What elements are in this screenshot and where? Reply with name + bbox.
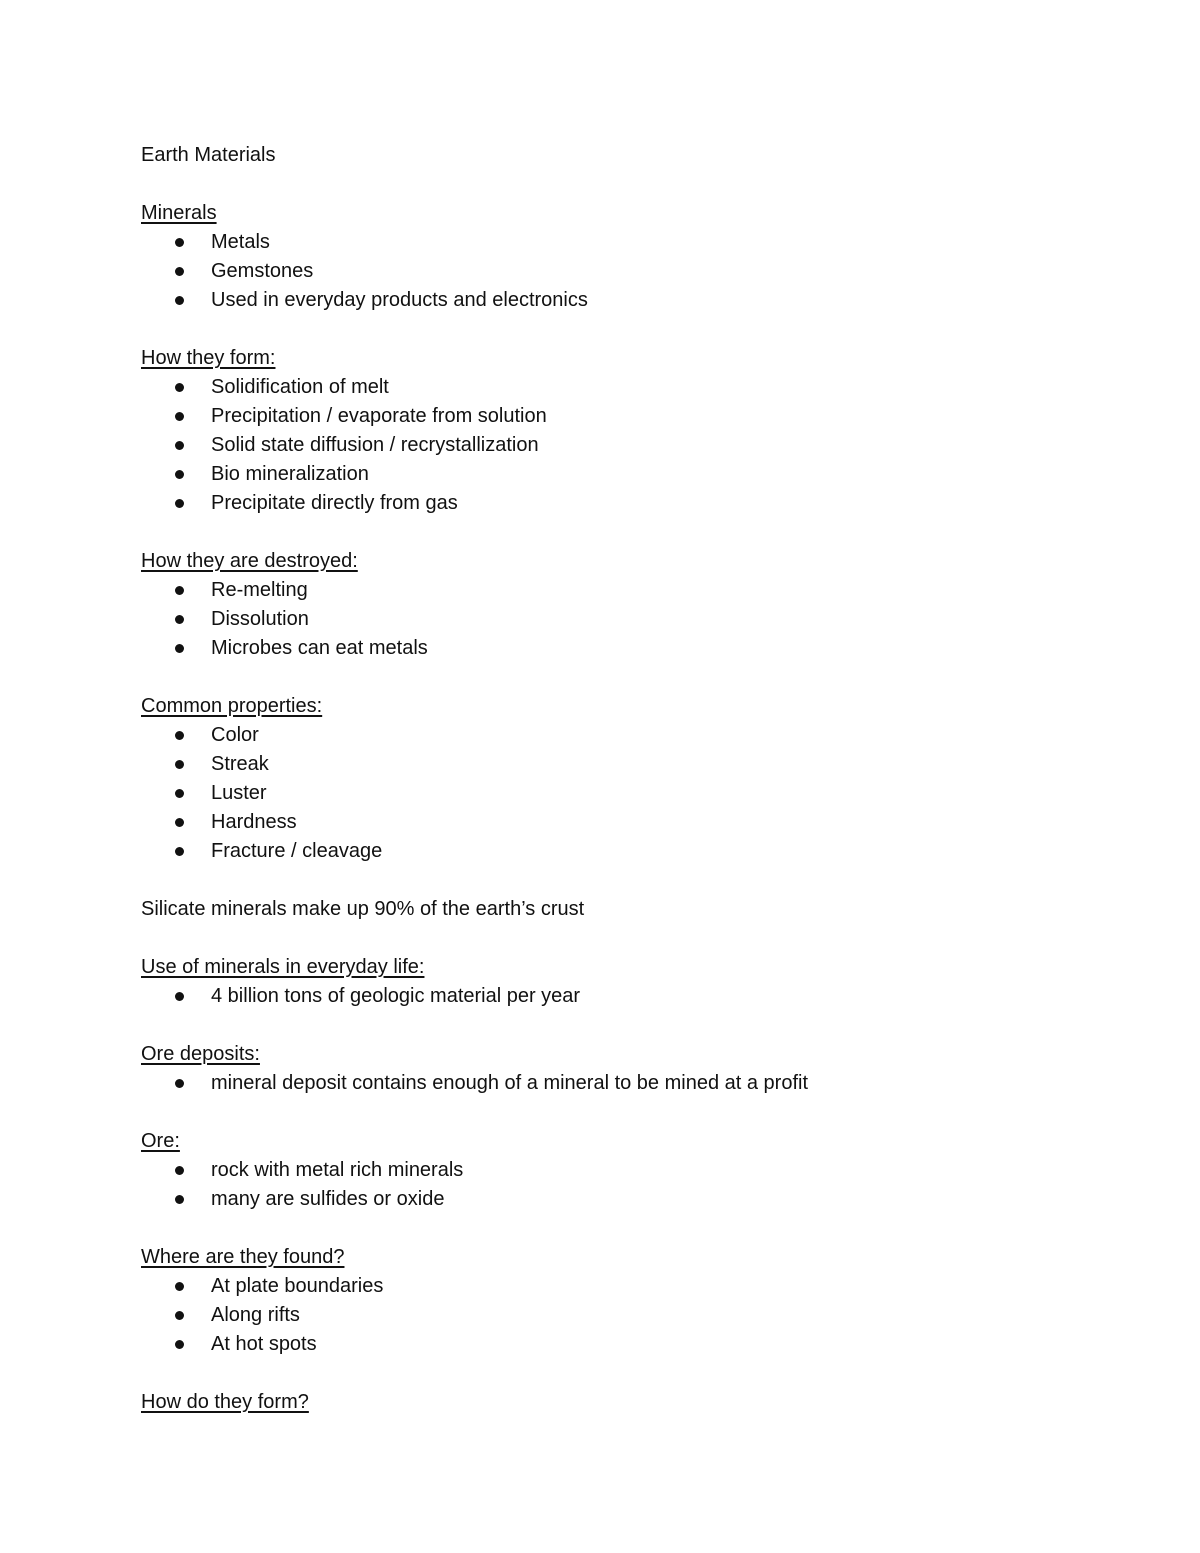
- section-heading: How they form:: [141, 347, 276, 369]
- list-item: [141, 1272, 1081, 1301]
- list-item: [141, 1185, 1081, 1214]
- list-item: [141, 1301, 1081, 1330]
- list-item: [141, 431, 1081, 460]
- bullet-icon: [175, 644, 184, 653]
- section-heading: Use of minerals in everyday life:: [141, 956, 425, 978]
- list-item-text: mineral deposit contains enough of a mineral to be mined at a profit: [211, 1072, 809, 1094]
- bullet-list: [141, 228, 1081, 315]
- list-item-text: Solidification of melt: [211, 376, 389, 398]
- section-heading: Common properties:: [141, 695, 323, 717]
- list-item: [141, 489, 1081, 518]
- section-heading: How they are destroyed:: [141, 550, 358, 572]
- list-item: [141, 634, 1081, 663]
- bullet-icon: [175, 412, 184, 421]
- section: [141, 344, 1081, 518]
- bullet-icon: [175, 1282, 184, 1291]
- bullet-icon: [175, 441, 184, 450]
- list-item-text: Streak: [211, 753, 269, 775]
- bullet-icon: [175, 1166, 184, 1175]
- list-item-text: Used in everyday products and electronics: [211, 289, 588, 311]
- bullet-icon: [175, 760, 184, 769]
- section: [141, 1127, 1081, 1214]
- list-item-text: Dissolution: [211, 608, 309, 630]
- bullet-icon: [175, 847, 184, 856]
- section-heading: Minerals: [141, 202, 217, 224]
- list-item: [141, 286, 1081, 315]
- list-item-text: rock with metal rich minerals: [211, 1159, 464, 1181]
- list-item: [141, 779, 1081, 808]
- bullet-icon: [175, 470, 184, 479]
- list-item: [141, 837, 1081, 866]
- document-body: [141, 199, 1081, 1417]
- list-item-text: Along rifts: [211, 1304, 300, 1326]
- section-heading: Ore:: [141, 1130, 180, 1152]
- list-item-text: Bio mineralization: [211, 463, 369, 485]
- bullet-icon: [175, 615, 184, 624]
- section: [141, 547, 1081, 663]
- bullet-icon: [175, 1195, 184, 1204]
- section-heading: Ore deposits:: [141, 1043, 260, 1065]
- bullet-icon: [175, 296, 184, 305]
- bullet-list: [141, 982, 1081, 1011]
- bullet-list: [141, 1069, 1081, 1098]
- list-item-text: Color: [211, 724, 259, 746]
- list-item-text: Luster: [211, 782, 267, 804]
- list-item: [141, 576, 1081, 605]
- list-item-text: Re-melting: [211, 579, 308, 601]
- list-item-text: At plate boundaries: [211, 1275, 384, 1297]
- list-item-text: Precipitation / evaporate from solution: [211, 405, 547, 427]
- section-heading: Where are they found?: [141, 1246, 345, 1268]
- list-item: [141, 1330, 1081, 1359]
- list-item-text: Solid state diffusion / recrystallization: [211, 434, 539, 456]
- body-paragraph: Silicate minerals make up 90% of the earth’s crust: [141, 898, 585, 920]
- bullet-icon: [175, 267, 184, 276]
- list-item-text: Fracture / cleavage: [211, 840, 383, 862]
- section: [141, 1040, 1081, 1098]
- bullet-icon: [175, 238, 184, 247]
- list-item: [141, 402, 1081, 431]
- list-item: [141, 257, 1081, 286]
- section: [141, 199, 1081, 315]
- list-item: [141, 1069, 1081, 1098]
- section: [141, 692, 1081, 866]
- list-item: [141, 1156, 1081, 1185]
- section: [141, 1243, 1081, 1359]
- bullet-icon: [175, 1340, 184, 1349]
- bullet-list: [141, 576, 1081, 663]
- list-item: [141, 721, 1081, 750]
- list-item: [141, 373, 1081, 402]
- list-item-text: Metals: [211, 231, 270, 253]
- list-item-text: many are sulfides or oxide: [211, 1188, 445, 1210]
- bullet-icon: [175, 1311, 184, 1320]
- bullet-list: [141, 1156, 1081, 1214]
- bullet-icon: [175, 586, 184, 595]
- list-item-text: Precipitate directly from gas: [211, 492, 458, 514]
- bullet-list: [141, 373, 1081, 518]
- bullet-icon: [175, 731, 184, 740]
- bullet-icon: [175, 383, 184, 392]
- section: [141, 953, 1081, 1011]
- document-title: Earth Materials: [141, 144, 276, 166]
- list-item-text: Microbes can eat metals: [211, 637, 428, 659]
- section: [141, 1388, 1081, 1417]
- bullet-icon: [175, 818, 184, 827]
- list-item: [141, 228, 1081, 257]
- list-item: [141, 460, 1081, 489]
- list-item-text: 4 billion tons of geologic material per year: [211, 985, 581, 1007]
- list-item: [141, 982, 1081, 1011]
- list-item-text: Gemstones: [211, 260, 314, 282]
- section-heading: How do they form?: [141, 1391, 309, 1413]
- list-item: [141, 605, 1081, 634]
- bullet-list: [141, 721, 1081, 866]
- bullet-icon: [175, 499, 184, 508]
- bullet-icon: [175, 1079, 184, 1088]
- list-item-text: At hot spots: [211, 1333, 317, 1355]
- list-item: [141, 808, 1081, 837]
- document-page: [141, 141, 1081, 1417]
- list-item-text: Hardness: [211, 811, 297, 833]
- bullet-list: [141, 1272, 1081, 1359]
- bullet-icon: [175, 789, 184, 798]
- bullet-icon: [175, 992, 184, 1001]
- list-item: [141, 750, 1081, 779]
